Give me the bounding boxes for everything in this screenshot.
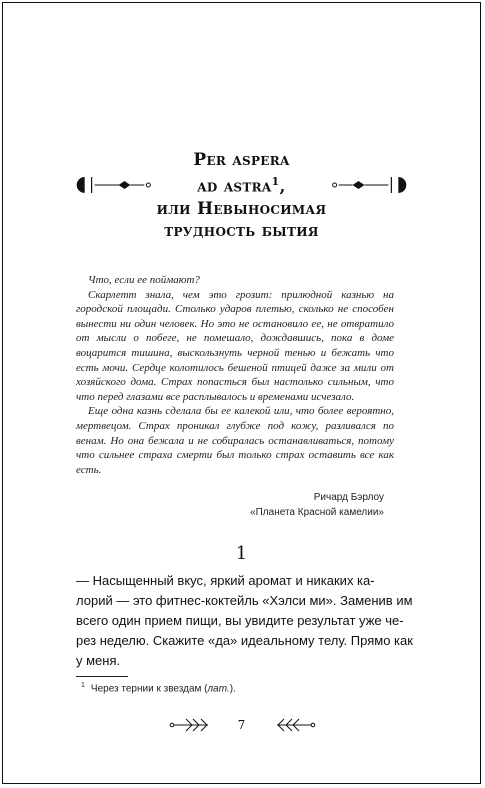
epigraph-source: «Планета Красной камелии» [250, 507, 384, 518]
chapter-title [3, 149, 480, 242]
title-line-2-text: ad astra [197, 176, 272, 197]
chapter-number: 1 [235, 543, 248, 564]
body-line: — Насыщенный вкус, яркий аромат и никаких ка- [76, 573, 375, 588]
epigraph-paragraph: Скарлетт знала, чем это грозит: прилюдной казнью на городской площади. Столько ударов плетью, сколько не способен вынести ни один человек. Но это не остановило ее, не отвратило от мысли о побеге, не помешало, дождавшись, пока в доме воцарится тишина, выскользнуть черной тенью и бежать что есть мочи. Сердце колотилось бешеной птицей даже за мили от хозяйского дома. Страх попасться был настолько сильным, что что перед глазами все расплывалось и временами исчезало. [76, 288, 394, 403]
body-text [76, 571, 413, 671]
title-line-3: или Невыносимая [156, 198, 327, 219]
footnote-text-end: ). [229, 683, 236, 695]
epigraph-paragraph: Еще одна казнь сделала бы ее калекой или, что более вероятно, мертвецом. Страх проникал глубже под кожу, разливался по венам. Но она бежала и не собиралась останавливаться, потому что сильнее страха смерти был только страх оставить все как есть. [76, 405, 394, 476]
footnote-italic: лат. [207, 683, 230, 695]
body-line: у меня. [76, 653, 121, 668]
body-line: лорий — это фитнес-коктейль «Хэлси ми». Заменив им [76, 593, 413, 608]
title-line-2-tail: , [279, 176, 286, 197]
epigraph [76, 273, 394, 477]
footnote-text: Через тернии к звездам ( [90, 683, 208, 695]
title-line-2 [3, 171, 480, 198]
epigraph-paragraph: Что, если ее поймают? [88, 274, 200, 286]
body-line: всего один прием пищи, вы увидите результат уже че- [76, 613, 404, 628]
epigraph-author: Ричард Бэрлоу [313, 492, 384, 503]
footnote-marker: 1 [81, 682, 85, 689]
footnote-divider [76, 676, 128, 677]
body-line: рез неделю. Скажите «да» идеальному телу. Прямо как [76, 633, 413, 648]
footnote-ref: 1 [271, 175, 280, 188]
title-line-4: трудность бытия [164, 220, 319, 241]
title-line-1: Per aspera [193, 150, 290, 170]
page-number: 7 [237, 718, 246, 732]
footnote [81, 682, 236, 694]
book-page [2, 2, 481, 784]
